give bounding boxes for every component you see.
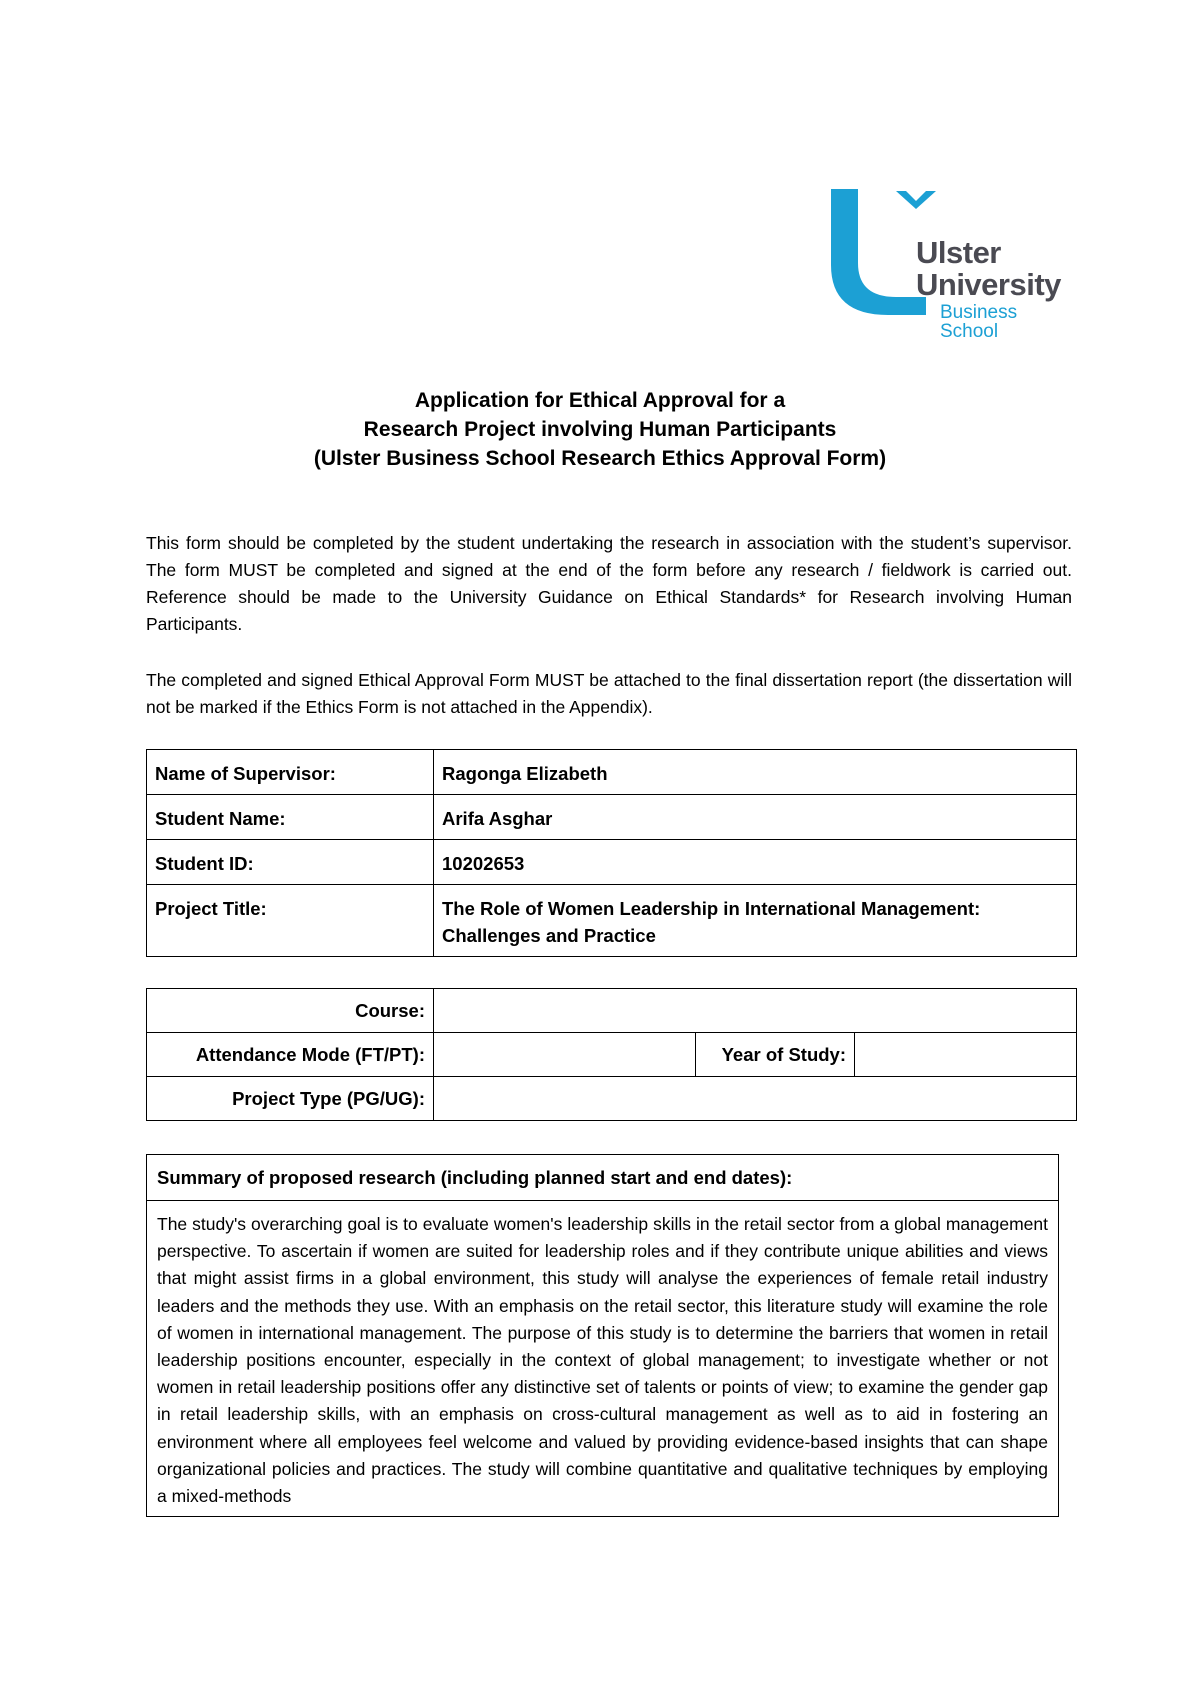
student-name-value: Arifa Asghar xyxy=(434,795,1077,840)
table-row xyxy=(147,885,1077,957)
summary-heading: Summary of proposed research (including planned start and end dates): xyxy=(147,1155,1059,1201)
summary-text: The study's overarching goal is to evaluate women's leadership skills in the retail sector from a global management perspective. To ascertain if women are suited for leadership roles and if they contribute unique abilities and views that might assist firms in a global environment, this study will analyse the experiences of female retail industry leaders and the methods they use. With an emphasis on the retail sector, this literature study will examine the role of women in international management. The purpose of this study is to determine the barriers that women in retail leadership positions encounter, especially in the context of global management; to investigate whether or not women in retail leadership positions offer any distinctive set of talents or points of view; to examine the gender gap in retail leadership skills, with an emphasis on cross-cultural management as well as to aid in fostering an environment where all employees feel welcome and valued by providing evidence-based insights that can shape organizational policies and practices. The study will combine quantitative and qualitative techniques by employing a mixed-methods xyxy=(147,1201,1059,1517)
table-row xyxy=(147,1077,1077,1121)
project-type-label: Project Type (PG/UG): xyxy=(147,1077,434,1121)
intro-paragraph-2: The completed and signed Ethical Approval Form MUST be attached to the final dissertation report (the dissertation will not be marked if the Ethics Form is not attached in the Appendix). xyxy=(146,670,1072,717)
logo-line-university: University xyxy=(916,267,1061,302)
table-row xyxy=(147,750,1077,795)
year-of-study-label: Year of Study: xyxy=(696,1033,855,1077)
course-details-table xyxy=(146,988,1077,1121)
supervisor-value: Ragonga Elizabeth xyxy=(434,750,1077,795)
title-line-2: Research Project involving Human Participants xyxy=(363,418,837,441)
logo-wordmark xyxy=(916,237,1061,341)
logo-line-ulster: Ulster xyxy=(916,235,1001,270)
attendance-mode-field[interactable] xyxy=(434,1033,696,1077)
table-row xyxy=(147,840,1077,885)
course-field[interactable] xyxy=(434,989,1077,1033)
student-name-label: Student Name: xyxy=(147,795,434,840)
table-row xyxy=(147,1155,1059,1201)
form-title xyxy=(0,386,1200,473)
ulster-university-logo xyxy=(828,185,1078,345)
student-id-value: 10202653 xyxy=(434,840,1077,885)
title-line-1: Application for Ethical Approval for a xyxy=(414,389,786,412)
project-title-value: The Role of Women Leadership in International Management: Challenges and Practice xyxy=(434,885,1077,957)
research-summary-table xyxy=(146,1154,1059,1517)
student-id-label: Student ID: xyxy=(147,840,434,885)
title-line-3: (Ulster Business School Research Ethics Approval Form) xyxy=(313,447,887,470)
table-row xyxy=(147,1201,1059,1517)
logo-line-school: School xyxy=(940,321,999,342)
intro-paragraph-1: This form should be completed by the student undertaking the research in association with the student’s supervisor. The form MUST be completed and signed at the end of the form before any research / fieldwork is carried out. Reference should be made to the University Guidance on Ethical Standards* for Research involving Human Participants. xyxy=(146,533,1072,634)
table-row xyxy=(147,1033,1077,1077)
supervisor-label: Name of Supervisor: xyxy=(147,750,434,795)
year-of-study-field[interactable] xyxy=(855,1033,1077,1077)
attendance-mode-label: Attendance Mode (FT/PT): xyxy=(147,1033,434,1077)
table-row xyxy=(147,795,1077,840)
project-info-table xyxy=(146,749,1077,957)
logo-line-business: Business xyxy=(940,302,1018,323)
project-type-field[interactable] xyxy=(434,1077,1077,1121)
course-label: Course: xyxy=(147,989,434,1033)
project-title-label: Project Title: xyxy=(147,885,434,957)
table-row xyxy=(147,989,1077,1033)
